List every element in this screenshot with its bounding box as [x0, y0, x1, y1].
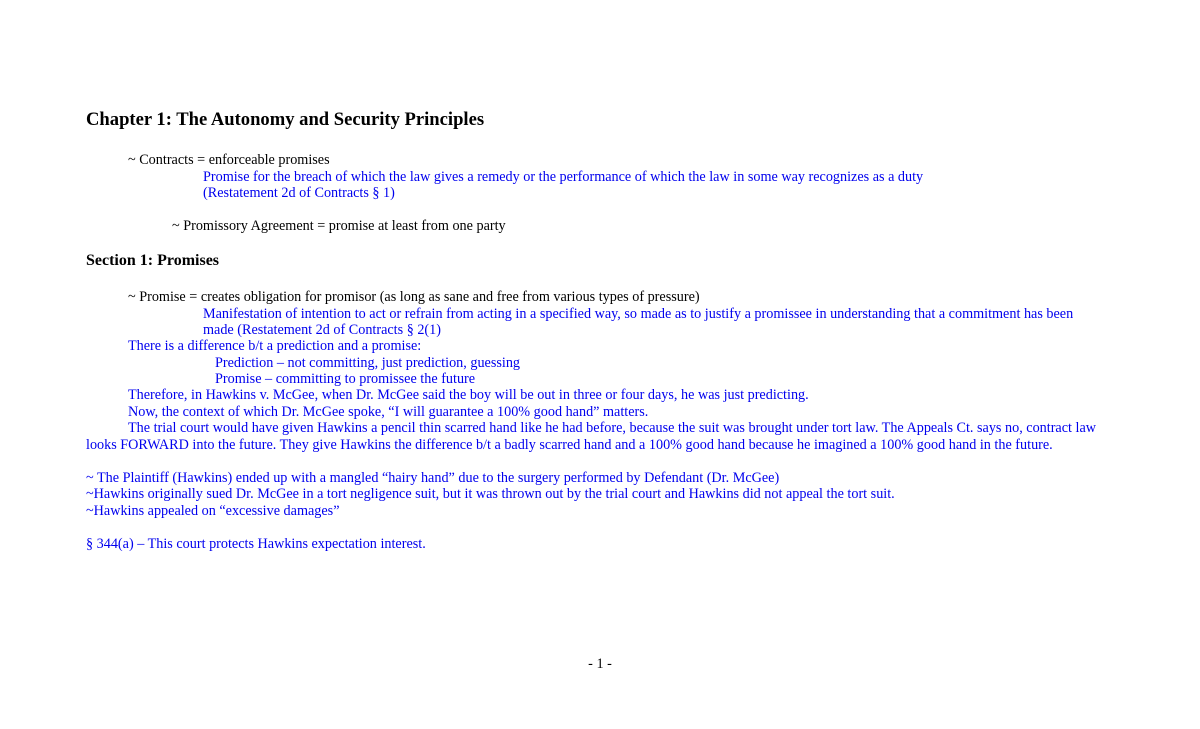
- trial-court-line-1: The trial court would have given Hawkins a pencil thin scarred hand like he had before, because the suit was brought under tort law. The Appeals Ct. says no, contract law: [128, 420, 1097, 436]
- contracts-restatement-text: Promise for the breach of which the law gives a remedy or the performance of which the law in some way recognizes as a duty: [203, 169, 924, 185]
- section-344-line: § 344(a) – This court protects Hawkins expectation interest.: [86, 536, 426, 552]
- promise-restatement-text: Manifestation of intention to act or refrain from acting in a specified way, so made as to justify a promissee in understanding that a commitment has been: [203, 306, 1074, 322]
- section-title: Section 1: Promises: [86, 252, 220, 269]
- promise-sub-line: Promise – committing to promissee the future: [215, 371, 476, 387]
- tort-suit-line: ~Hawkins originally sued Dr. McGee in a tort negligence suit, but it was thrown out by the trial court and Hawkins did not appeal the tort suit.: [86, 486, 895, 502]
- context-line: Now, the context of which Dr. McGee spoke, “I will guarantee a 100% good hand” matters.: [128, 404, 649, 420]
- prediction-line: Prediction – not committing, just prediction, guessing: [215, 355, 521, 371]
- chapter-title: Chapter 1: The Autonomy and Security Principles: [86, 109, 485, 130]
- promise-definition-line: ~ Promise = creates obligation for promisor (as long as sane and free from various types of pressure): [128, 289, 700, 305]
- plaintiff-line: ~ The Plaintiff (Hawkins) ended up with a mangled “hairy hand” due to the surgery performed by Defendant (Dr. McGee): [86, 470, 780, 486]
- promissory-agreement-line: ~ Promissory Agreement = promise at least from one party: [172, 218, 506, 234]
- trial-court-line-2: looks FORWARD into the future. They give Hawkins the difference b/t a badly scarred hand and a 100% good hand because he imagined a 100% good hand in the future.: [86, 437, 1053, 453]
- appeal-line: ~Hawkins appealed on “excessive damages”: [86, 503, 340, 519]
- contracts-restatement-cite: (Restatement 2d of Contracts § 1): [203, 185, 395, 201]
- promise-restatement-cite: made (Restatement 2d of Contracts § 2(1): [203, 322, 441, 338]
- difference-line: There is a difference b/t a prediction and a promise:: [128, 338, 422, 354]
- page-number: - 1 -: [588, 656, 612, 672]
- therefore-line: Therefore, in Hawkins v. McGee, when Dr. McGee said the boy will be out in three or four days, he was just predicting.: [128, 387, 809, 403]
- contracts-definition-line: ~ Contracts = enforceable promises: [128, 152, 330, 168]
